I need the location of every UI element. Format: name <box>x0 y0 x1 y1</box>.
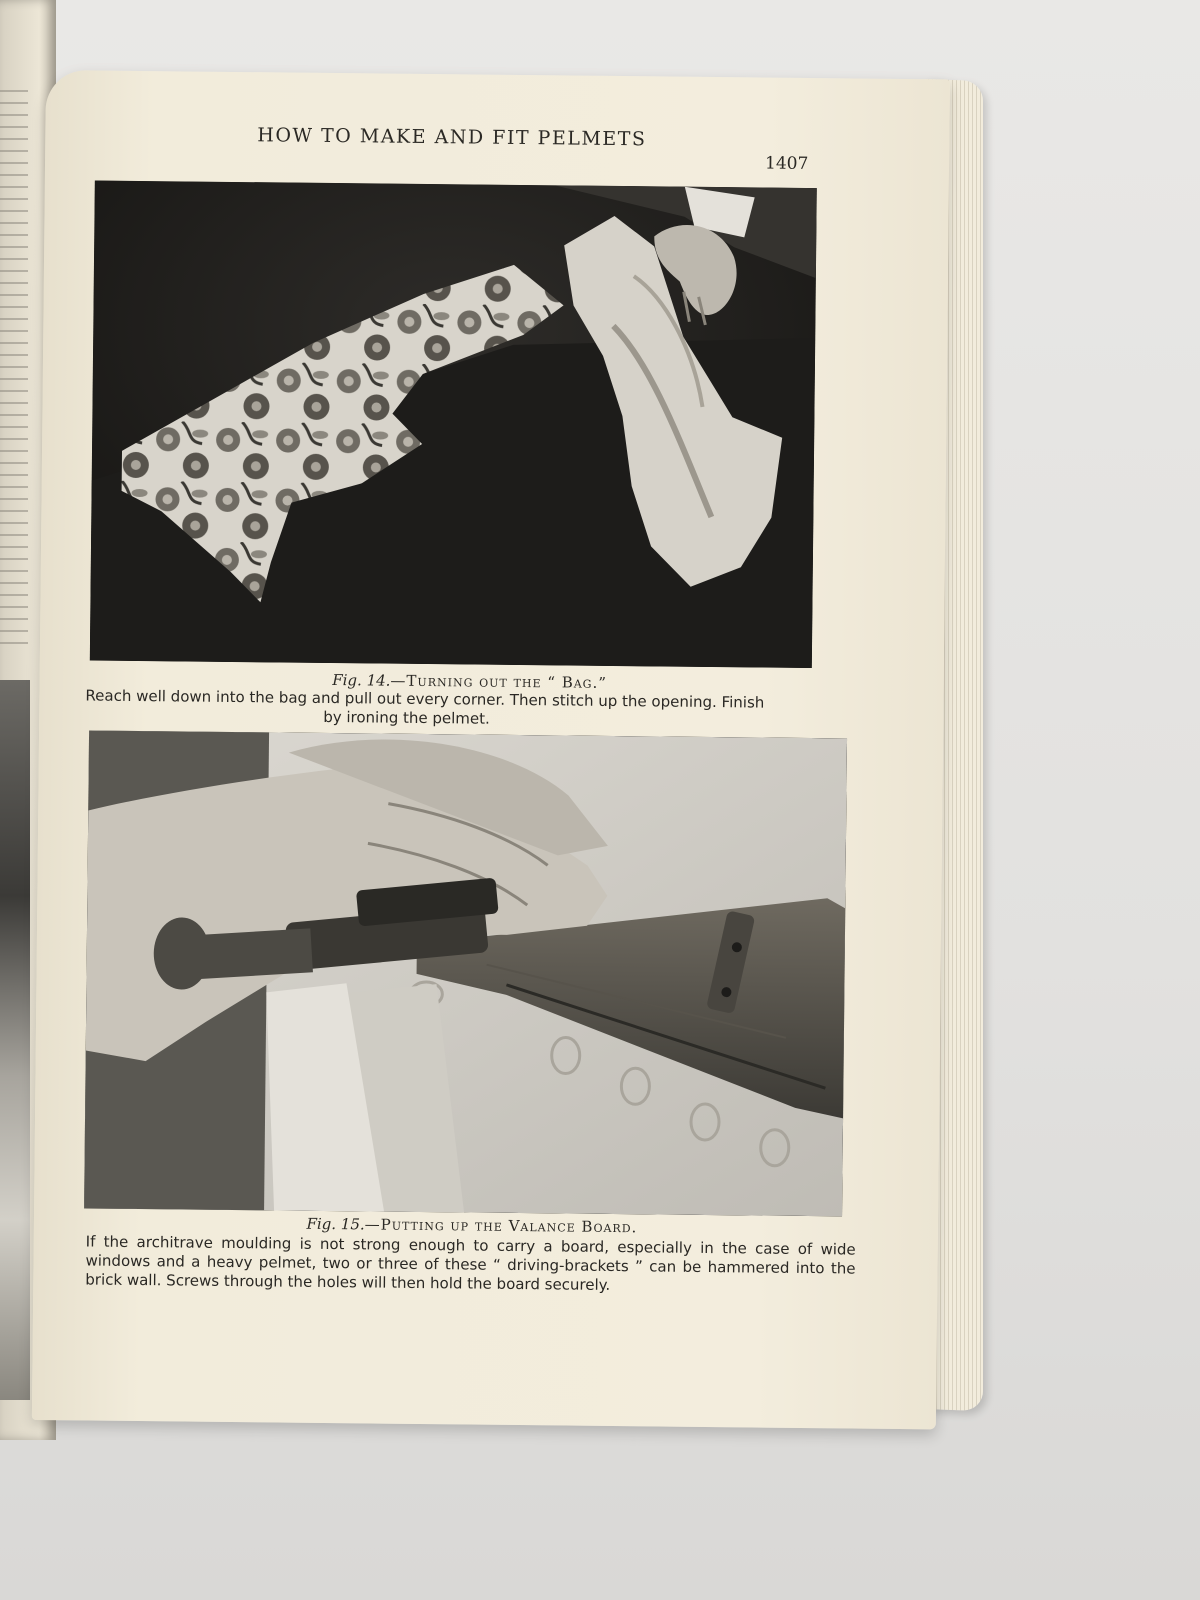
fig-14-label: Fig. 14. <box>332 671 391 690</box>
fig-14-illustration <box>90 181 817 669</box>
fig-15-photo <box>84 730 847 1216</box>
fig-14-title: —Turning out the “ Bag.” <box>390 671 608 692</box>
fig-15-caption-title <box>262 1214 682 1236</box>
fig-14-photo <box>90 181 817 669</box>
fig-15-caption-body: If the architrave moulding is not strong enough to carry a board, especially in the case of wide windows and a heavy pelmet, two or three of these “ driving-brackets ” can be hammered into the brick wall. Screws through the holes will then hold the board securely. <box>85 1232 856 1294</box>
running-head: HOW TO MAKE AND FIT PELMETS <box>257 124 647 151</box>
fig-15-title: —Putting up the Valance Board. <box>364 1215 638 1237</box>
fig-14-caption-body <box>85 686 825 732</box>
fig-14-caption-line-2: by ironing the pelmet. <box>323 707 490 728</box>
facing-page-photo-fragment <box>0 680 30 1400</box>
fig-15-illustration <box>84 730 847 1216</box>
book-page <box>32 70 950 1429</box>
fig-15-label: Fig. 15. <box>306 1214 365 1234</box>
fig-14-caption-line-1: Reach well down into the bag and pull out every corner. Then stitch up the opening. Finish <box>85 686 765 712</box>
page-number: 1407 <box>764 153 809 174</box>
facing-page-text-fragment <box>0 90 28 650</box>
